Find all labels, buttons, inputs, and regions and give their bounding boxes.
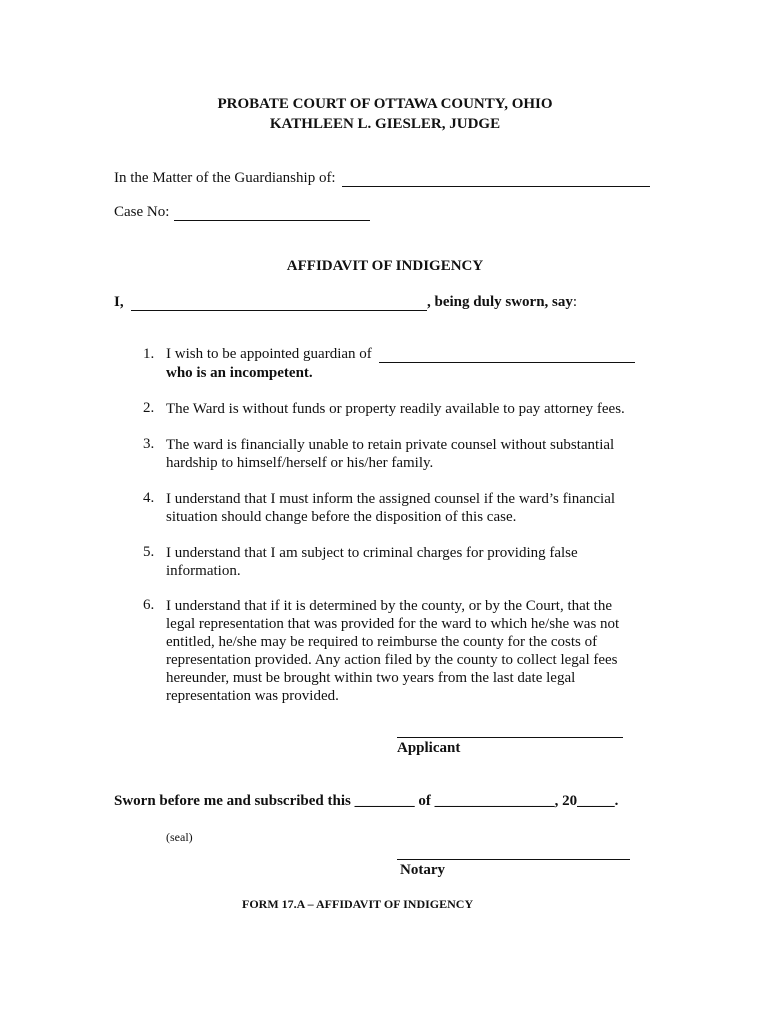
affidavit-title: AFFIDAVIT OF INDIGENCY bbox=[286, 258, 484, 274]
sworn-statement: Sworn before me and subscribed this ________ of ________________, 20_____. bbox=[114, 793, 619, 809]
seal-label: (seal) bbox=[166, 830, 193, 844]
item-1-number: 1. bbox=[143, 346, 155, 362]
oath-suffix bbox=[427, 294, 577, 311]
affiant-name-field[interactable] bbox=[131, 310, 427, 311]
item-3-text: The ward is financially unable to retain private counsel without substantial hardship to himself/herself or his/her family. bbox=[166, 437, 615, 471]
item-6-text: I understand that if it is determined by the county, or by the Court, that the legal representation that was provided for the ward to which he/she was not entitled, he/she may be required to reimburse the county for the costs of representation provided. Any action filed by the county to collect legal fees hereunder, must be brought within two years from the last date legal representation was provided. bbox=[166, 598, 620, 704]
item-5-text: I understand that I am subject to criminal charges for providing false information. bbox=[166, 545, 578, 579]
item-3-number: 3. bbox=[143, 436, 155, 452]
item-6-number: 6. bbox=[143, 597, 155, 613]
item-1-text: I wish to be appointed guardian of bbox=[166, 346, 372, 362]
oath-colon: : bbox=[572, 294, 578, 310]
item-5-number: 5. bbox=[143, 544, 155, 560]
judge-name: KATHLEEN L. GIESLER, JUDGE bbox=[269, 116, 501, 132]
court-name: PROBATE COURT OF OTTAWA COUNTY, OHIO bbox=[217, 96, 553, 112]
case-number-field[interactable] bbox=[174, 220, 370, 221]
applicant-label: Applicant bbox=[397, 740, 461, 756]
item-1-bold-text: who is an incompetent. bbox=[166, 365, 313, 381]
oath-prefix: I, bbox=[114, 294, 124, 310]
applicant-signature-field[interactable] bbox=[397, 737, 623, 738]
form-footer: FORM 17.A – AFFIDAVIT OF INDIGENCY bbox=[242, 897, 474, 911]
guardianship-name-field[interactable] bbox=[342, 186, 650, 187]
notary-label: Notary bbox=[400, 862, 445, 878]
guardianship-label: In the Matter of the Guardianship of: bbox=[114, 170, 336, 186]
ward-name-field[interactable] bbox=[379, 362, 635, 363]
item-4-number: 4. bbox=[143, 490, 155, 506]
item-2-text: The Ward is without funds or property readily available to pay attorney fees. bbox=[166, 401, 625, 417]
case-number-label: Case No: bbox=[114, 204, 170, 220]
notary-signature-field[interactable] bbox=[397, 859, 630, 860]
item-2-number: 2. bbox=[143, 400, 155, 416]
oath-suffix-text: , being duly sworn, say bbox=[427, 294, 573, 310]
item-4-text: I understand that I must inform the assigned counsel if the ward’s financial situation should change before the disposition of this case. bbox=[166, 491, 616, 525]
